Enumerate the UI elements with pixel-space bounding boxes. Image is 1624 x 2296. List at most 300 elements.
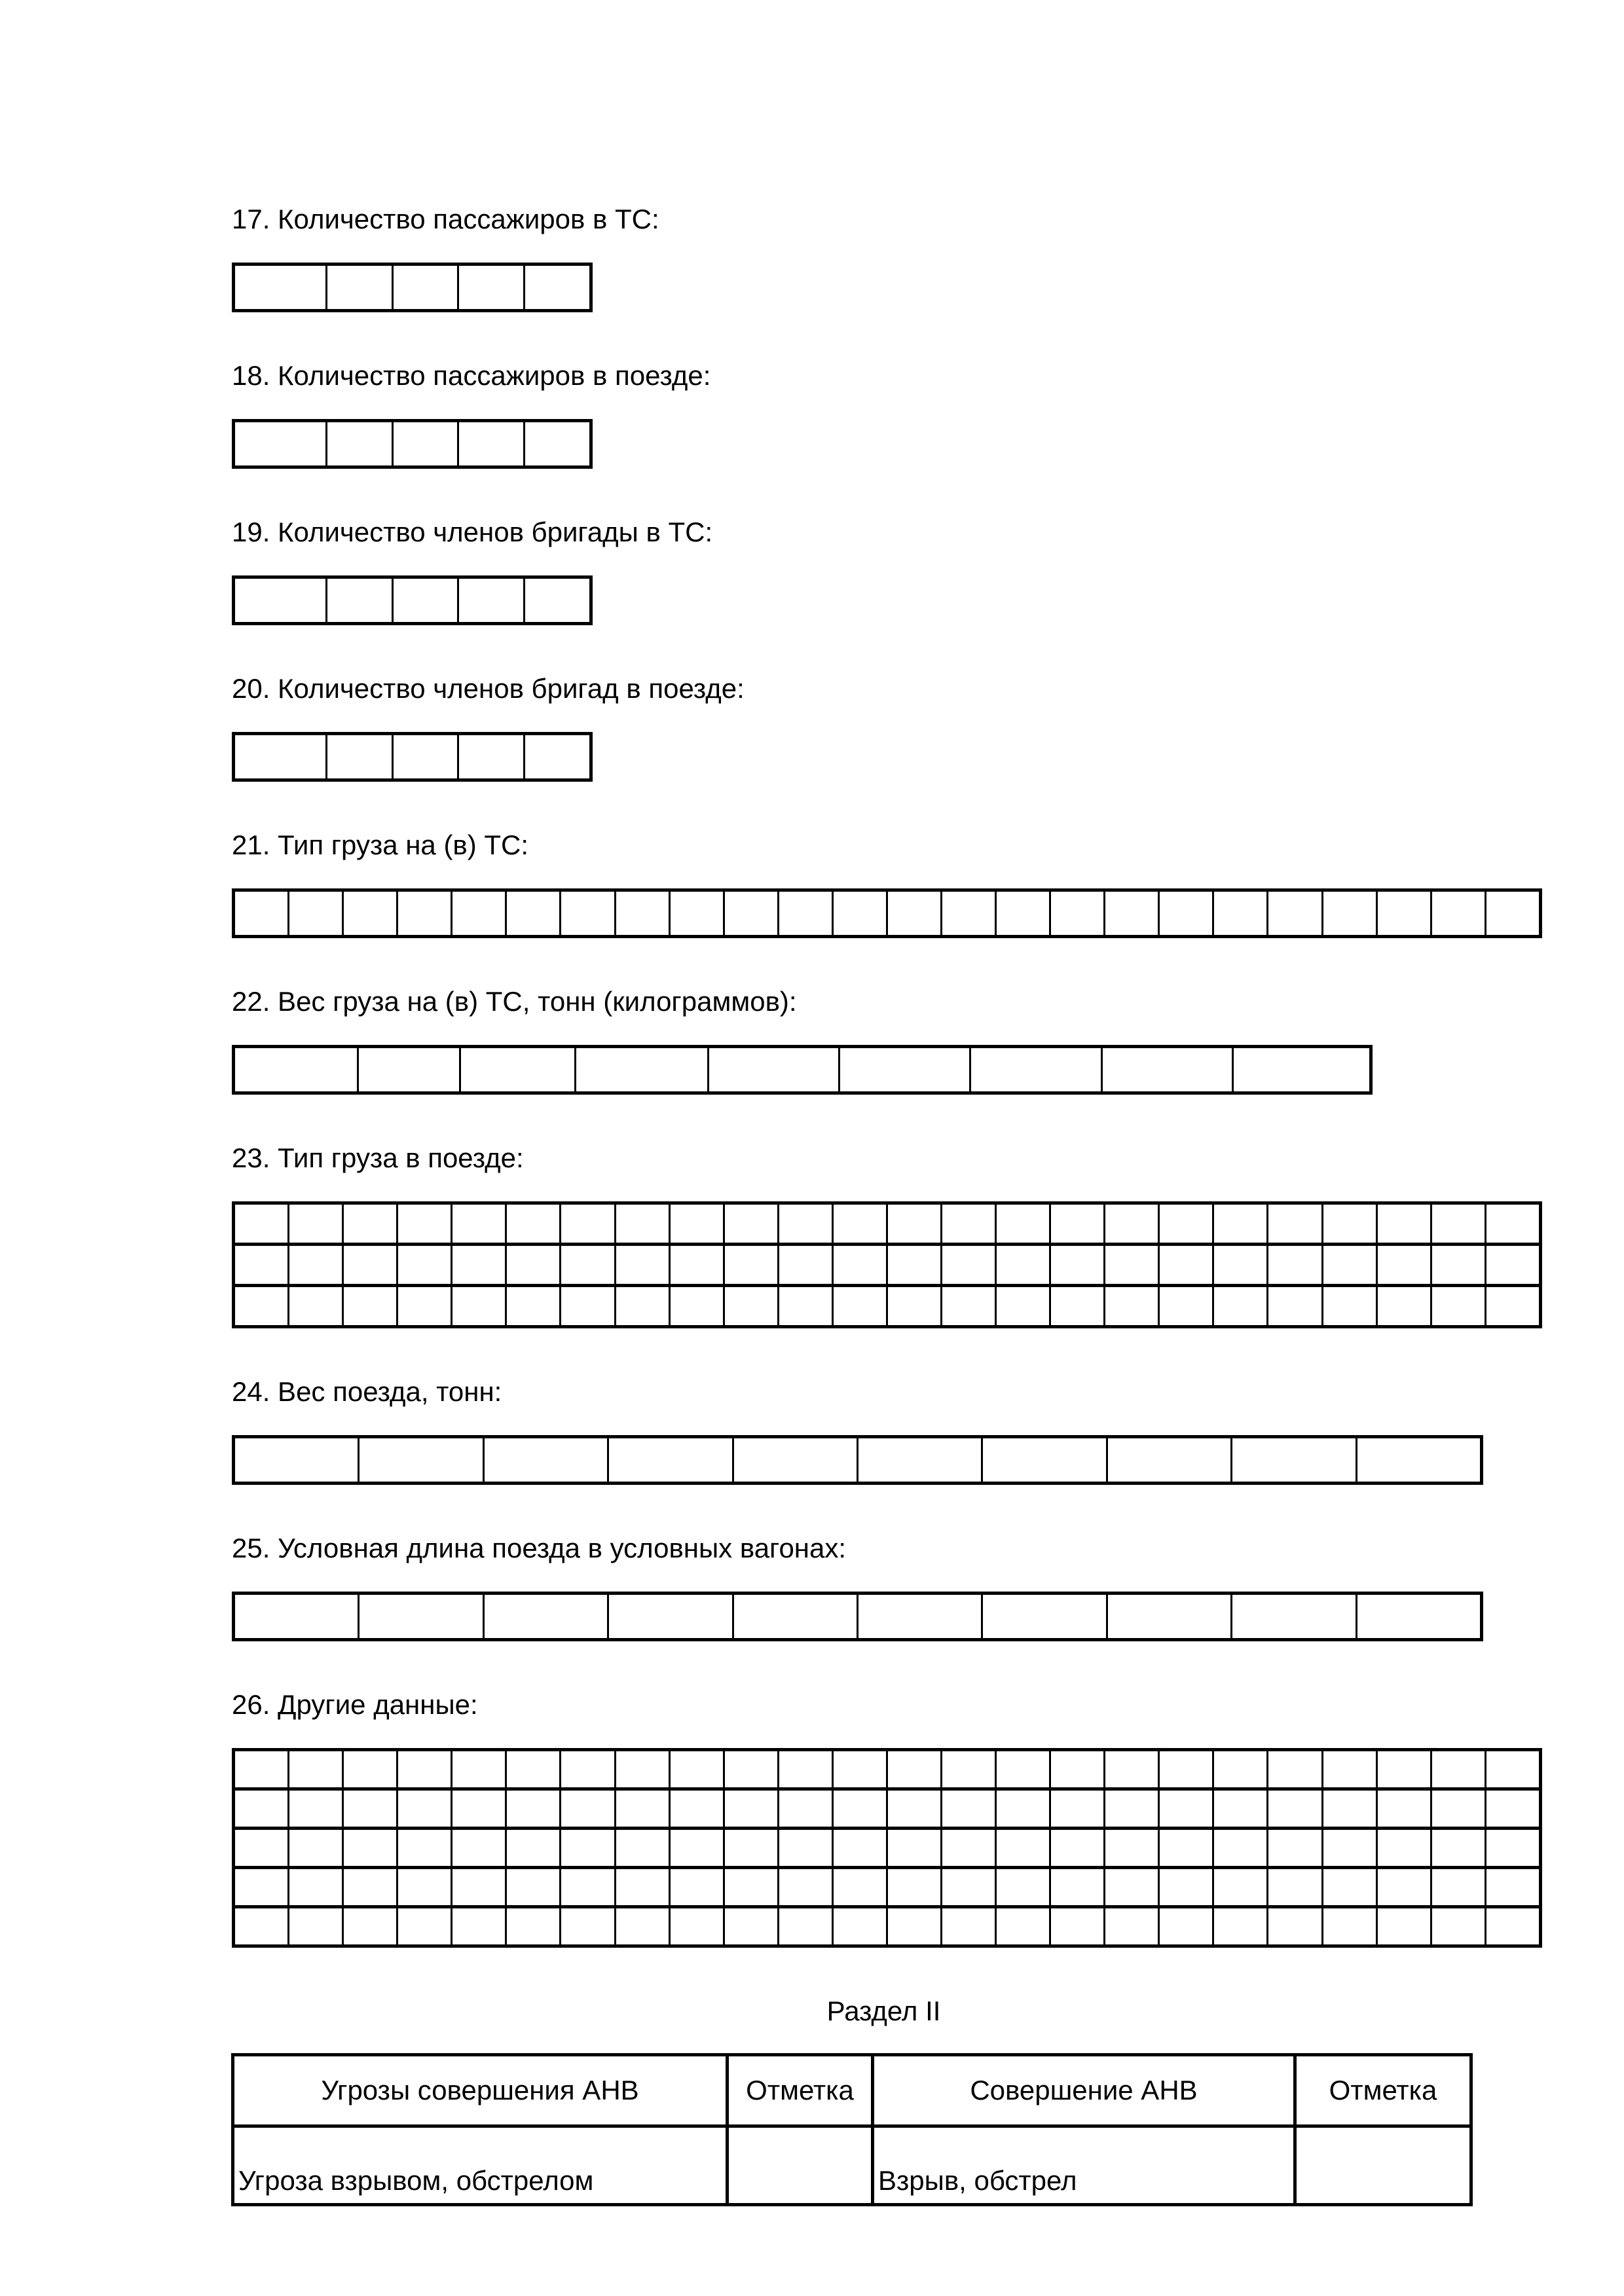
item-19-grid-cell — [325, 579, 392, 622]
item-21-grid-cell — [1485, 892, 1539, 935]
item-26-grid-cell — [723, 1751, 777, 1787]
item-19-grid-cell — [235, 579, 325, 622]
item-26-grid-cell — [1049, 1791, 1103, 1827]
item-21-grid-cell — [1212, 892, 1266, 935]
item-17-grid-row — [235, 266, 589, 309]
item-23-grid-cell — [940, 1287, 995, 1325]
item-23-grid-cell — [396, 1205, 451, 1243]
item-23-grid-cell — [669, 1246, 723, 1284]
item-26-grid-cell — [614, 1869, 669, 1905]
item-23-grid-cell — [287, 1287, 342, 1325]
item-23-grid-cell — [1376, 1287, 1430, 1325]
item-26-grid-cell — [1049, 1830, 1103, 1866]
item-26-grid-cell — [287, 1830, 342, 1866]
item-26-answer-grid — [232, 1748, 1542, 1948]
item-21-grid-cell — [1049, 892, 1103, 935]
item-26-grid-cell — [777, 1908, 832, 1944]
item-26-grid-cell — [235, 1830, 287, 1866]
anv-table-header-cell: Совершение АНВ — [873, 2055, 1295, 2126]
item-26-grid-cell — [1485, 1830, 1539, 1866]
item-23-grid-cell — [1212, 1205, 1266, 1243]
item-26-grid-cell — [235, 1751, 287, 1787]
item-23-grid-cell — [1376, 1246, 1430, 1284]
item-26-grid-cell — [995, 1791, 1049, 1827]
item-26-grid-cell — [1430, 1908, 1485, 1944]
item-26-grid-cell — [396, 1869, 451, 1905]
item-26-grid-cell — [1266, 1751, 1321, 1787]
item-26-grid-cell — [1321, 1791, 1376, 1827]
item-26-grid-cell — [1321, 1908, 1376, 1944]
item-23-grid-cell — [1485, 1287, 1539, 1325]
form-items-section — [232, 204, 1536, 1948]
item-23-grid-cell — [1158, 1246, 1212, 1284]
item-26-grid-cell — [1158, 1751, 1212, 1787]
item-26-grid-cell — [1430, 1869, 1485, 1905]
item-23-grid-cell — [995, 1205, 1049, 1243]
item-26-grid-cell — [995, 1908, 1049, 1944]
item-26-grid-cell — [995, 1869, 1049, 1905]
item-26-grid-cell — [1103, 1869, 1158, 1905]
item-26-grid-cell — [777, 1751, 832, 1787]
item-21-grid-cell — [396, 892, 451, 935]
item-24-grid-cell — [358, 1438, 482, 1482]
item-23-grid-cell — [1049, 1287, 1103, 1325]
item-25-label: 25. Условная длина поезда в условных вагонах: — [232, 1533, 847, 1563]
item-23-grid-cell — [235, 1246, 287, 1284]
item-25-grid-cell — [483, 1595, 607, 1638]
item-25-answer-grid — [232, 1592, 1483, 1641]
item-23-grid-cell — [832, 1287, 886, 1325]
item-26-grid-cell — [1158, 1908, 1212, 1944]
item-24-grid-cell — [1356, 1438, 1480, 1482]
item-23-grid-cell — [1376, 1205, 1430, 1243]
item-26-grid-cell — [886, 1751, 940, 1787]
item-18-label: 18. Количество пассажиров в поезде: — [232, 360, 711, 391]
item-23-grid-cell — [1321, 1287, 1376, 1325]
item-26-grid-cell — [1266, 1908, 1321, 1944]
item-21-grid-row — [235, 892, 1539, 935]
anv-table-cell — [728, 2126, 873, 2205]
item-23-grid-cell — [995, 1287, 1049, 1325]
item-21-label: 21. Тип груза на (в) ТС: — [232, 829, 529, 860]
item-24-grid-cell — [235, 1438, 358, 1482]
anv-table-cell — [1295, 2126, 1471, 2205]
item-22-grid-cell — [838, 1048, 969, 1091]
item-26-grid-cell — [614, 1908, 669, 1944]
item-17-grid-cell — [523, 266, 589, 309]
item-26-grid-cell — [669, 1830, 723, 1866]
item-26-grid-cell — [559, 1791, 614, 1827]
anv-table-header-cell: Угрозы совершения АНВ — [233, 2055, 728, 2126]
item-18-grid-row — [235, 422, 589, 465]
item-26-grid-cell — [886, 1830, 940, 1866]
item-23-grid-cell — [832, 1205, 886, 1243]
item-21-grid-cell — [886, 892, 940, 935]
item-21-grid-cell — [1430, 892, 1485, 935]
item-26-grid-cell — [723, 1908, 777, 1944]
item-26-grid-row — [235, 1751, 1539, 1787]
item-26-grid-cell — [614, 1751, 669, 1787]
item-23-grid-cell — [777, 1205, 832, 1243]
item-23-grid-cell — [940, 1246, 995, 1284]
item-23-answer-grid — [232, 1201, 1542, 1328]
item-20-grid-cell — [392, 735, 458, 778]
item-26-grid-cell — [669, 1791, 723, 1827]
item-26-grid-cell — [1485, 1869, 1539, 1905]
item-23-grid-cell — [287, 1205, 342, 1243]
item-26-grid-cell — [995, 1751, 1049, 1787]
item-22-grid-cell — [707, 1048, 838, 1091]
item-26-grid-cell — [832, 1791, 886, 1827]
item-23-grid-cell — [451, 1205, 505, 1243]
item-23-grid-cell — [886, 1246, 940, 1284]
item-26-grid-cell — [1376, 1908, 1430, 1944]
item-26-grid-cell — [1430, 1791, 1485, 1827]
item-23-grid-cell — [1212, 1287, 1266, 1325]
item-23-grid-cell — [1321, 1205, 1376, 1243]
item-26-grid-cell — [342, 1791, 396, 1827]
item-26-grid-cell — [505, 1908, 559, 1944]
item-22-label: 22. Вес груза на (в) ТС, тонн (килограммов): — [232, 986, 797, 1017]
anv-table-header-row — [233, 2055, 1471, 2126]
item-26-grid-cell — [559, 1751, 614, 1787]
item-26-grid-cell — [1376, 1869, 1430, 1905]
item-25-grid-cell — [1356, 1595, 1480, 1638]
item-21-grid-cell — [1103, 892, 1158, 935]
item-26-grid-cell — [940, 1791, 995, 1827]
item-26-grid-cell — [1103, 1751, 1158, 1787]
item-26-grid-cell — [559, 1908, 614, 1944]
item-23-grid-cell — [559, 1205, 614, 1243]
item-26-grid-row — [235, 1787, 1539, 1827]
item-23-grid-cell — [342, 1205, 396, 1243]
item-17-grid-cell — [235, 266, 325, 309]
form-item-25 — [232, 1533, 1536, 1641]
item-23-grid-cell — [235, 1205, 287, 1243]
item-23-grid-cell — [1049, 1246, 1103, 1284]
item-26-grid-cell — [669, 1869, 723, 1905]
form-item-26 — [232, 1689, 1536, 1948]
item-26-grid-cell — [1158, 1830, 1212, 1866]
item-23-grid-cell — [451, 1287, 505, 1325]
item-23-grid-cell — [396, 1246, 451, 1284]
item-23-grid-cell — [886, 1287, 940, 1325]
item-23-grid-cell — [1266, 1205, 1321, 1243]
item-21-grid-cell — [342, 892, 396, 935]
item-26-grid-cell — [505, 1830, 559, 1866]
item-26-grid-cell — [505, 1751, 559, 1787]
item-26-grid-cell — [287, 1791, 342, 1827]
section-2-title: Раздел II — [826, 1995, 941, 2026]
item-26-grid-cell — [832, 1751, 886, 1787]
item-26-grid-cell — [396, 1791, 451, 1827]
item-26-grid-row — [235, 1827, 1539, 1866]
item-17-grid-cell — [392, 266, 458, 309]
item-26-grid-cell — [886, 1908, 940, 1944]
item-23-grid-cell — [1158, 1287, 1212, 1325]
item-26-grid-cell — [451, 1751, 505, 1787]
item-21-grid-cell — [451, 892, 505, 935]
item-23-grid-cell — [1266, 1287, 1321, 1325]
item-26-grid-cell — [396, 1908, 451, 1944]
item-26-grid-cell — [1212, 1751, 1266, 1787]
item-18-answer-grid — [232, 419, 593, 469]
item-23-grid-cell — [1430, 1287, 1485, 1325]
item-23-grid-cell — [1485, 1246, 1539, 1284]
item-26-grid-cell — [559, 1869, 614, 1905]
item-26-grid-cell — [505, 1869, 559, 1905]
item-21-grid-cell — [940, 892, 995, 935]
item-26-grid-cell — [287, 1869, 342, 1905]
item-26-grid-cell — [886, 1791, 940, 1827]
item-21-grid-cell — [614, 892, 669, 935]
item-26-grid-cell — [342, 1869, 396, 1905]
item-26-grid-cell — [1049, 1751, 1103, 1787]
item-26-grid-cell — [559, 1830, 614, 1866]
item-26-grid-cell — [1376, 1791, 1430, 1827]
item-20-answer-grid — [232, 732, 593, 782]
form-item-23 — [232, 1142, 1536, 1328]
item-26-grid-cell — [1376, 1751, 1430, 1787]
item-24-grid-cell — [1106, 1438, 1230, 1482]
item-23-grid-cell — [342, 1246, 396, 1284]
item-26-grid-cell — [287, 1751, 342, 1787]
item-19-label: 19. Количество членов бригады в ТС: — [232, 517, 713, 547]
anv-table-row — [233, 2126, 1471, 2205]
item-23-grid-cell — [1266, 1246, 1321, 1284]
item-22-grid-row — [235, 1048, 1369, 1091]
item-21-grid-cell — [1266, 892, 1321, 935]
item-26-grid-cell — [1266, 1791, 1321, 1827]
item-18-grid-cell — [235, 422, 325, 465]
item-26-grid-cell — [777, 1830, 832, 1866]
item-23-grid-cell — [235, 1287, 287, 1325]
item-26-grid-cell — [832, 1830, 886, 1866]
item-26-grid-cell — [342, 1751, 396, 1787]
item-23-grid-row — [235, 1243, 1539, 1284]
item-23-grid-cell — [940, 1205, 995, 1243]
item-19-grid-cell — [523, 579, 589, 622]
item-26-grid-cell — [1485, 1751, 1539, 1787]
item-26-grid-cell — [451, 1869, 505, 1905]
item-19-grid-cell — [392, 579, 458, 622]
form-item-21 — [232, 829, 1536, 938]
item-23-grid-cell — [505, 1287, 559, 1325]
item-24-grid-cell — [483, 1438, 607, 1482]
item-24-label: 24. Вес поезда, тонн: — [232, 1376, 502, 1407]
item-26-grid-cell — [777, 1791, 832, 1827]
item-18-grid-cell — [325, 422, 392, 465]
item-26-grid-cell — [287, 1908, 342, 1944]
anv-threat-table — [231, 2053, 1473, 2206]
anv-table-section — [232, 2053, 1536, 2206]
item-21-grid-cell — [995, 892, 1049, 935]
item-26-grid-cell — [940, 1751, 995, 1787]
item-17-grid-cell — [457, 266, 523, 309]
item-23-grid-cell — [1103, 1287, 1158, 1325]
item-26-grid-cell — [1485, 1908, 1539, 1944]
item-26-grid-cell — [940, 1830, 995, 1866]
item-23-grid-cell — [505, 1246, 559, 1284]
item-22-grid-cell — [459, 1048, 574, 1091]
form-item-22 — [232, 986, 1536, 1095]
item-21-grid-cell — [287, 892, 342, 935]
item-20-grid-cell — [235, 735, 325, 778]
item-19-grid-cell — [457, 579, 523, 622]
item-23-grid-cell — [1321, 1246, 1376, 1284]
item-26-grid-cell — [342, 1830, 396, 1866]
item-23-grid-cell — [669, 1287, 723, 1325]
anv-table-cell: Угроза взрывом, обстрелом — [233, 2126, 728, 2205]
item-25-grid-cell — [1230, 1595, 1355, 1638]
item-25-grid-cell — [358, 1595, 482, 1638]
item-26-grid-cell — [940, 1908, 995, 1944]
item-23-grid-cell — [614, 1205, 669, 1243]
item-21-grid-cell — [669, 892, 723, 935]
item-19-answer-grid — [232, 575, 593, 625]
item-26-grid-cell — [1212, 1869, 1266, 1905]
item-26-grid-cell — [832, 1908, 886, 1944]
item-26-grid-cell — [1049, 1869, 1103, 1905]
form-item-24 — [232, 1376, 1536, 1485]
item-23-grid-cell — [505, 1205, 559, 1243]
item-23-grid-cell — [723, 1246, 777, 1284]
item-24-grid-cell — [981, 1438, 1105, 1482]
item-23-grid-cell — [832, 1246, 886, 1284]
item-25-grid-cell — [857, 1595, 981, 1638]
item-25-grid-cell — [981, 1595, 1105, 1638]
item-26-grid-cell — [1430, 1830, 1485, 1866]
item-26-grid-cell — [235, 1908, 287, 1944]
item-26-grid-row — [235, 1905, 1539, 1944]
item-26-grid-cell — [396, 1830, 451, 1866]
item-26-grid-cell — [1321, 1751, 1376, 1787]
item-26-grid-cell — [886, 1869, 940, 1905]
item-23-grid-cell — [559, 1246, 614, 1284]
item-26-grid-cell — [451, 1791, 505, 1827]
item-26-grid-cell — [1376, 1830, 1430, 1866]
item-22-answer-grid — [232, 1045, 1373, 1095]
item-26-grid-cell — [669, 1751, 723, 1787]
item-17-label: 17. Количество пассажиров в ТС: — [232, 204, 659, 234]
item-26-grid-cell — [1212, 1830, 1266, 1866]
item-23-grid-cell — [559, 1287, 614, 1325]
item-23-grid-row — [235, 1205, 1539, 1243]
item-21-grid-cell — [723, 892, 777, 935]
item-26-grid-cell — [995, 1830, 1049, 1866]
item-23-grid-cell — [1485, 1205, 1539, 1243]
item-26-grid-cell — [1103, 1908, 1158, 1944]
item-20-grid-cell — [457, 735, 523, 778]
item-25-grid-row — [235, 1595, 1480, 1638]
item-23-grid-cell — [451, 1246, 505, 1284]
item-26-grid-cell — [1103, 1830, 1158, 1866]
item-21-grid-cell — [1158, 892, 1212, 935]
item-23-grid-row — [235, 1284, 1539, 1325]
item-26-grid-cell — [1212, 1908, 1266, 1944]
item-25-grid-cell — [235, 1595, 358, 1638]
item-25-grid-cell — [732, 1595, 857, 1638]
item-20-grid-row — [235, 735, 589, 778]
item-24-grid-cell — [732, 1438, 857, 1482]
item-23-label: 23. Тип груза в поезде: — [232, 1142, 524, 1173]
item-26-grid-cell — [1321, 1869, 1376, 1905]
item-23-grid-cell — [1430, 1246, 1485, 1284]
item-26-grid-cell — [1049, 1908, 1103, 1944]
item-22-grid-cell — [969, 1048, 1100, 1091]
item-26-grid-cell — [723, 1830, 777, 1866]
item-26-grid-cell — [777, 1869, 832, 1905]
item-26-grid-cell — [396, 1751, 451, 1787]
item-23-grid-cell — [287, 1246, 342, 1284]
form-item-18 — [232, 360, 1536, 469]
item-23-grid-cell — [614, 1246, 669, 1284]
item-21-grid-cell — [505, 892, 559, 935]
item-22-grid-cell — [235, 1048, 357, 1091]
item-17-answer-grid — [232, 263, 593, 312]
item-23-grid-cell — [1103, 1246, 1158, 1284]
item-26-grid-cell — [1266, 1869, 1321, 1905]
form-item-20 — [232, 673, 1536, 782]
item-18-grid-cell — [523, 422, 589, 465]
item-21-grid-cell — [1376, 892, 1430, 935]
item-26-grid-cell — [723, 1869, 777, 1905]
item-26-grid-cell — [1158, 1869, 1212, 1905]
item-26-grid-cell — [723, 1791, 777, 1827]
item-23-grid-cell — [1212, 1246, 1266, 1284]
item-19-grid-row — [235, 579, 589, 622]
anv-table-header-cell: Отметка — [728, 2055, 873, 2126]
item-23-grid-cell — [1103, 1205, 1158, 1243]
anv-table-cell: Взрыв, обстрел — [873, 2126, 1295, 2205]
item-26-label: 26. Другие данные: — [232, 1689, 478, 1720]
item-24-grid-cell — [857, 1438, 981, 1482]
anv-table-header-cell: Отметка — [1295, 2055, 1471, 2126]
item-26-grid-cell — [614, 1830, 669, 1866]
item-23-grid-cell — [777, 1287, 832, 1325]
item-26-grid-cell — [1321, 1830, 1376, 1866]
item-23-grid-cell — [1049, 1205, 1103, 1243]
item-23-grid-cell — [995, 1246, 1049, 1284]
item-26-grid-cell — [940, 1869, 995, 1905]
item-25-grid-cell — [607, 1595, 731, 1638]
item-26-grid-cell — [1103, 1791, 1158, 1827]
item-24-grid-cell — [607, 1438, 731, 1482]
item-23-grid-cell — [777, 1246, 832, 1284]
item-22-grid-cell — [1101, 1048, 1232, 1091]
item-23-grid-cell — [614, 1287, 669, 1325]
item-23-grid-cell — [396, 1287, 451, 1325]
item-26-grid-cell — [451, 1830, 505, 1866]
item-23-grid-cell — [886, 1205, 940, 1243]
item-24-grid-cell — [1230, 1438, 1355, 1482]
item-26-grid-cell — [1212, 1791, 1266, 1827]
item-23-grid-cell — [1430, 1205, 1485, 1243]
item-26-grid-cell — [614, 1791, 669, 1827]
item-26-grid-cell — [505, 1791, 559, 1827]
item-23-grid-cell — [723, 1205, 777, 1243]
item-21-grid-cell — [777, 892, 832, 935]
item-26-grid-row — [235, 1866, 1539, 1905]
item-26-grid-cell — [1430, 1751, 1485, 1787]
item-21-grid-cell — [1321, 892, 1376, 935]
item-26-grid-cell — [342, 1908, 396, 1944]
item-23-grid-cell — [723, 1287, 777, 1325]
item-26-grid-cell — [669, 1908, 723, 1944]
item-26-grid-cell — [235, 1791, 287, 1827]
item-22-grid-cell — [1232, 1048, 1369, 1091]
item-25-grid-cell — [1106, 1595, 1230, 1638]
